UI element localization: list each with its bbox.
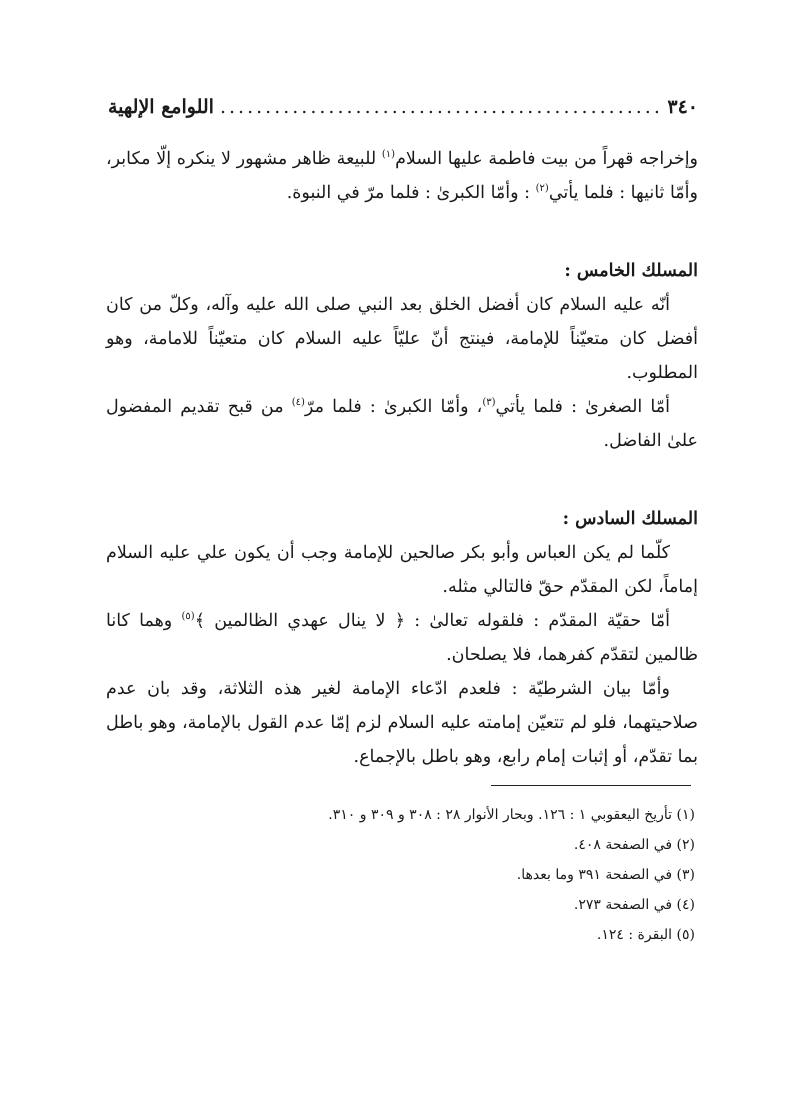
footnote-2: (٢) في الصفحة ٤٠٨. bbox=[573, 837, 695, 853]
section-five-title: المسلك الخامس : bbox=[564, 261, 698, 281]
footnote-ref-2[interactable]: (٢) bbox=[535, 183, 549, 195]
footnote-1: (١) تأريخ اليعقوبي ١ : ١٢٦. وبحار الأنوار ٢٨ : ٣٠٨ و ٣٠٩ و ٣١٠. bbox=[328, 807, 695, 823]
footnote-ref-1[interactable]: (١) bbox=[381, 149, 396, 161]
footnote-ref-4[interactable]: (٤) bbox=[291, 397, 305, 409]
section-five-paragraph-1: أنّه عليه السلام كان أفضل الخلق بعد النبي صلى الله عليه وآله، وكلّ من كان أفضل كان متعيّناً للإمامة، فينتج أنّ عليّاً عليه السلام كان متعيّناً للامامة، وهو المطلوب. bbox=[106, 295, 698, 383]
header-leader-dots bbox=[220, 96, 661, 118]
footnote-5: (٥) البقرة : ١٢٤. bbox=[596, 927, 695, 943]
running-header bbox=[108, 96, 698, 118]
section-six-paragraph-1: كلّما لم يكن العباس وأبو بكر صالحين للإمامة وجب أن يكون علي عليه السلام إماماً، لكن المقدّم حقّ فالتالي مثله. bbox=[106, 543, 698, 597]
footnotes bbox=[135, 800, 695, 950]
footnote-divider bbox=[491, 785, 691, 786]
page-number: ٣٤٠ bbox=[667, 96, 698, 118]
footnote-4: (٤) في الصفحة ٢٧٣. bbox=[573, 897, 695, 913]
section-five-paragraph-2: أمّا الصغرىٰ : فلما يأتي$^{(٣)}$، وأمّا الكبرىٰ : فلما مرّ$^{(٤)}$ من قبح تقديم المفضول علىٰ الفاضل. bbox=[106, 397, 698, 451]
section-six-paragraph-2: أمّا حقيّة المقدّم : فلقوله تعالىٰ : ﴿ لا ينال عهدي الظالمين ﴾$^{(٥)}$ وهما كانا ظالمين لتقدّم كفرهما، فلا يصلحان. bbox=[106, 611, 698, 665]
section-six-title: المسلك السادس : bbox=[562, 509, 698, 529]
footnote-3: (٣) في الصفحة ٣٩١ وما بعدها. bbox=[516, 867, 695, 883]
intro-paragraph: وإخراجه قهراً من بيت فاطمة عليها السلام$^{(١)}$ للبيعة ظاهر مشهور لا ينكره إلّا مكابر، وأمّا ثانيها : فلما يأتي$^{(٢)}$ : وأمّا الكبرىٰ : فلما مرّ في النبوة. bbox=[106, 149, 699, 203]
footnote-ref-5[interactable]: (٥) bbox=[181, 611, 195, 623]
section-six-paragraph-3: وأمّا بيان الشرطيّة : فلعدم ادّعاء الإمامة لغير هذه الثلاثة، وقد بان عدم صلاحيتهما، فلو لم تتعيّن إمامته عليه السلام لزم إمّا عدم القول بالإمامة، وهو باطل بما تقدّم، أو إثبات إمام رابع، وهو باطل بالإجماع. bbox=[106, 679, 698, 767]
book-title: اللوامع الإلهية bbox=[108, 96, 214, 118]
main-text bbox=[106, 142, 698, 774]
footnote-ref-3[interactable]: (٣) bbox=[482, 397, 496, 409]
